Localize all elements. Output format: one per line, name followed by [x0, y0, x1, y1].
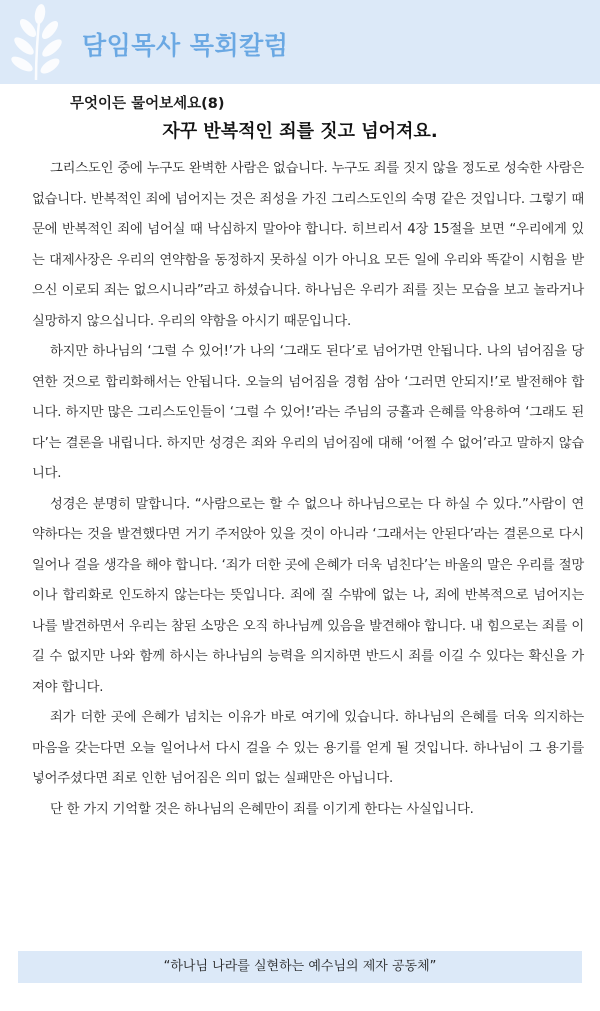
footer-banner	[18, 951, 582, 983]
article-body	[32, 154, 584, 825]
paragraph: 그리스도인 중에 누구도 완벽한 사람은 없습니다. 누구도 죄를 짓지 않을 정도로 성숙한 사람은 없습니다. 반복적인 죄에 넘어지는 것은 죄성을 가진 그리스도인의 숙명 같은 것입니다. 그렇기 때문에 반복적인 죄에 넘어실 때 낙심하지 말아야 합니다. 히브리서 4장 15절을 보면 “우리에게 있는 대제사장은 우리의 연약함을 동정하지 못하실 이가 아니요 모든 일에 우리와 똑같이 시험을 받으신 이로되 죄는 없으시니라”라고 하셨습니다. 하나님은 우리가 죄를 짓는 모습을 보고 놀라거나 실망하지 않으십니다. 우리의 약함을 아시기 때문입니다.	[32, 161, 584, 329]
article-title: 자꾸 반복적인 죄를 짓고 넘어져요.	[162, 121, 438, 142]
paragraph: 단 한 가지 기억할 것은 하나님의 은혜만이 죄를 이기게 한다는 사실입니다.	[50, 801, 474, 817]
series-label: 무엇이든 물어보세요(8)	[70, 96, 225, 112]
column-header	[0, 0, 600, 84]
paragraph: 하지만 하나님의 ‘그럴 수 있어!’가 나의 ‘그래도 된다’로 넘어가면 안됩니다. 나의 넘어짐을 당연한 것으로 합리화해서는 안됩니다. 오늘의 넘어짐을 경험 삼아 ‘그러면 안되지!’로 발전해야 합니다. 하지만 많은 그리스도인들이 ‘그럴 수 있어!’라는 주님의 긍휼과 은혜를 악용하여 ‘그래도 된다’는 결론을 내립니다. 하지만 성경은 죄와 우리의 넘어짐에 대해 ‘어쩔 수 없어’라고 말하지 않습니다.	[32, 344, 584, 481]
leaf-branch-icon	[6, 4, 68, 80]
paragraph: 죄가 더한 곳에 은혜가 넘치는 이유가 바로 여기에 있습니다. 하나님의 은혜를 더욱 의지하는 마음을 갖는다면 오늘 일어나서 다시 걸을 수 있는 용기를 얻게 될 것입니다. 하나님이 그 용기를 넣어주셨다면 죄로 인한 넘어짐은 의미 없는 실패만은 아닙니다.	[32, 710, 584, 786]
church-motto: “하나님 나라를 실현하는 예수님의 제자 공동체”	[163, 959, 437, 974]
column-title: 담임목사 목회칼럼	[82, 31, 289, 60]
paragraph: 성경은 분명히 말합니다. “사람으로는 할 수 없으나 하나님으로는 다 하실 수 있다.”사람이 연약하다는 것을 발견했다면 거기 주저앉아 있을 것이 아니라 ‘그래서는 안된다’라는 결론으로 다시 일어나 걸을 생각을 해야 합니다. ‘죄가 더한 곳에 은혜가 더욱 넘친다’는 바울의 말은 우리를 절망이나 합리화로 인도하지 않는다는 뜻입니다. 죄에 질 수밖에 없는 나, 죄에 반복적으로 넘어지는 나를 발견하면서 우리는 참된 소망은 오직 하나님께 있음을 발견해야 합니다. 내 힘으로는 죄를 이길 수 없지만 나와 함께 하시는 하나님의 능력을 의지하면 반드시 죄를 이길 수 있다는 확신을 가져야 합니다.	[32, 496, 584, 695]
